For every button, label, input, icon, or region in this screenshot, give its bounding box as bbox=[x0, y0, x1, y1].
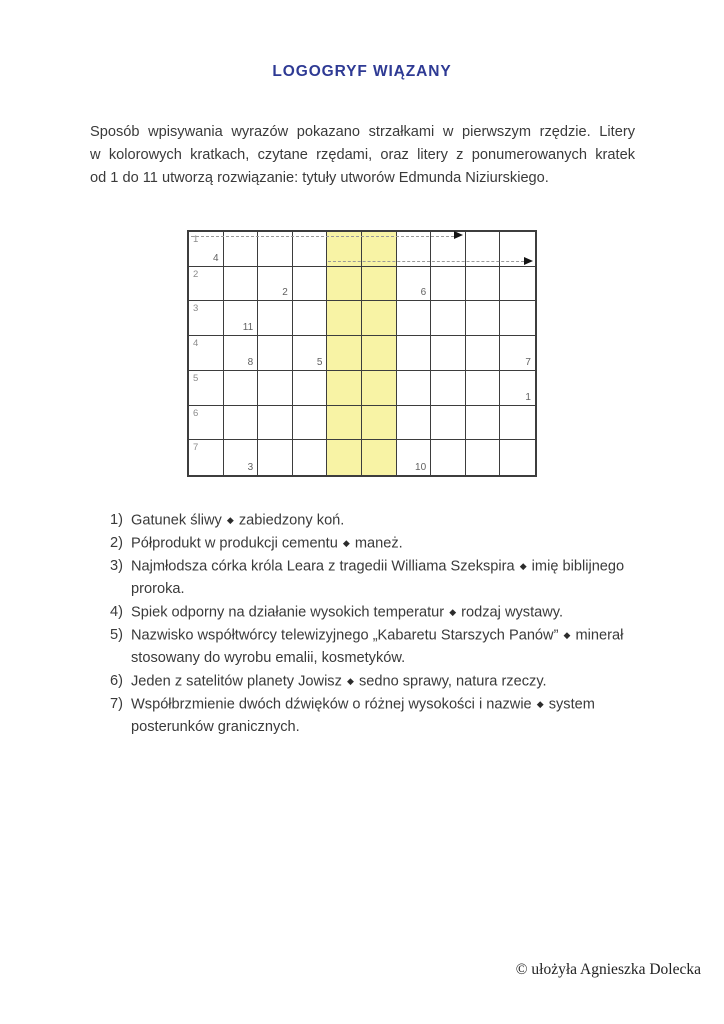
clue-text: Jeden z satelitów planety Jowisz ◆ sedno sprawy, natura rzeczy. bbox=[131, 673, 547, 690]
grid-cell bbox=[466, 406, 501, 441]
clue-item bbox=[110, 555, 655, 601]
grid-cell-number: 4 bbox=[213, 252, 219, 264]
grid-cell bbox=[500, 336, 535, 371]
grid-cell-number: 2 bbox=[282, 287, 288, 299]
clue-text: Współbrzmienie dwóch dźwięków o różnej wysokości i nazwie ◆ system posterunków granicznych. bbox=[131, 696, 595, 735]
grid-cell bbox=[258, 371, 293, 406]
entry-direction-arrow-icon bbox=[191, 236, 454, 237]
grid-cell-number: 8 bbox=[247, 356, 254, 368]
grid-cell bbox=[362, 440, 397, 475]
grid-cell bbox=[431, 267, 466, 302]
grid-cell bbox=[224, 440, 259, 475]
grid-cell bbox=[189, 232, 224, 267]
grid-cell bbox=[362, 301, 397, 336]
grid-cell bbox=[362, 371, 397, 406]
page-title: LOGOGRYF WIĄZANY bbox=[272, 63, 452, 80]
grid-cell bbox=[362, 406, 397, 441]
grid-cell bbox=[327, 406, 362, 441]
grid-cell bbox=[431, 371, 466, 406]
grid-cell bbox=[397, 406, 432, 441]
grid-cell bbox=[293, 301, 328, 336]
diamond-separator-icon: ◆ bbox=[346, 675, 354, 686]
grid-cell bbox=[258, 406, 293, 441]
clue-item bbox=[110, 693, 655, 739]
grid-cell bbox=[293, 267, 328, 302]
grid-cell bbox=[466, 371, 501, 406]
intro-line: od 1 do 11 utworzą rozwiązanie: tytuły utworów Edmunda Niziurskiego. bbox=[90, 170, 549, 186]
grid-cell bbox=[466, 301, 501, 336]
grid-row-label: 5 bbox=[193, 372, 199, 384]
grid-cell bbox=[362, 336, 397, 371]
puzzle-grid-wrapper bbox=[187, 230, 537, 477]
grid-cell bbox=[397, 336, 432, 371]
grid-cell bbox=[189, 406, 224, 441]
grid-row-label: 7 bbox=[193, 442, 199, 454]
grid-cell bbox=[224, 406, 259, 441]
clue-text: Spiek odporny na działanie wysokich temperatur ◆ rodzaj wystawy. bbox=[131, 604, 564, 621]
diamond-separator-icon: ◆ bbox=[226, 515, 234, 525]
clue-item bbox=[110, 532, 655, 555]
grid-cell bbox=[224, 336, 259, 371]
grid-cell bbox=[397, 371, 432, 406]
clue-item bbox=[110, 624, 655, 670]
grid-cell-number: 1 bbox=[525, 391, 531, 403]
grid-cell bbox=[397, 267, 432, 302]
grid-cell bbox=[224, 232, 259, 267]
grid-cell bbox=[431, 336, 466, 371]
grid-cell bbox=[189, 336, 224, 371]
grid-cell bbox=[500, 371, 535, 406]
grid-cell bbox=[258, 301, 293, 336]
grid-cell bbox=[431, 406, 466, 441]
grid-cell bbox=[327, 440, 362, 475]
grid-cell bbox=[327, 371, 362, 406]
grid-cell-number: 3 bbox=[247, 461, 254, 473]
grid-cell bbox=[397, 440, 432, 475]
grid-cell bbox=[293, 440, 328, 475]
grid-cell bbox=[466, 440, 501, 475]
clue-text: Nazwisko współtwórcy telewizyjnego „Kabaretu Starszych Panów” ◆ minerał stosowany do wyrobu emalii, kosmetyków. bbox=[131, 627, 624, 667]
grid-cell bbox=[258, 336, 293, 371]
grid-cell bbox=[500, 301, 535, 336]
grid-cell bbox=[466, 336, 501, 371]
clue-number: 4) bbox=[110, 603, 123, 620]
grid-row-label: 2 bbox=[193, 268, 199, 280]
clue-item bbox=[110, 670, 655, 693]
diamond-separator-icon: ◆ bbox=[536, 698, 544, 709]
grid-cell bbox=[397, 301, 432, 336]
footer-credit: © ułożyła Agnieszka Dolecka bbox=[515, 961, 701, 978]
grid-cell bbox=[327, 301, 362, 336]
diamond-separator-icon: ◆ bbox=[519, 561, 527, 572]
grid-cell-number: 10 bbox=[415, 461, 427, 473]
grid-cell bbox=[431, 301, 466, 336]
clue-number: 7) bbox=[110, 695, 123, 712]
clue-number: 1) bbox=[110, 512, 123, 528]
grid-cell bbox=[327, 267, 362, 302]
grid-cell bbox=[362, 267, 397, 302]
grid-cell-number: 5 bbox=[316, 356, 323, 368]
grid-cell bbox=[258, 232, 293, 267]
grid-cell bbox=[431, 440, 466, 475]
grid-cell bbox=[224, 371, 259, 406]
grid-row-label: 1 bbox=[193, 234, 199, 245]
grid-cell bbox=[258, 440, 293, 475]
grid-cell bbox=[500, 440, 535, 475]
grid-cell bbox=[189, 301, 224, 336]
grid-cell-number: 6 bbox=[420, 287, 427, 299]
grid-cell bbox=[258, 267, 293, 302]
grid-row-label: 4 bbox=[193, 338, 199, 350]
grid-cell bbox=[500, 267, 535, 302]
grid-cell bbox=[224, 267, 259, 302]
diamond-separator-icon: ◆ bbox=[563, 629, 571, 640]
arrowhead-icon bbox=[454, 231, 463, 239]
grid-row-label: 6 bbox=[193, 407, 199, 419]
clue-text: Półprodukt w produkcji cementu ◆ maneż. bbox=[131, 535, 403, 552]
grid-cell bbox=[293, 232, 328, 267]
entry-direction-arrow-icon bbox=[328, 261, 524, 262]
intro-line: w kolorowych kratkach, czytane rzędami, oraz litery z ponumerowanych kratek bbox=[90, 147, 635, 163]
grid-cell bbox=[189, 267, 224, 302]
intro-line: Sposób wpisywania wyrazów pokazano strzałkami w pierwszym rzędzie. Litery bbox=[90, 124, 635, 140]
intro-paragraph bbox=[90, 121, 635, 190]
diamond-separator-icon: ◆ bbox=[342, 538, 350, 549]
clue-item bbox=[110, 601, 655, 624]
grid-cell bbox=[189, 440, 224, 475]
grid-cell bbox=[500, 406, 535, 441]
grid-cell-number: 7 bbox=[525, 356, 531, 368]
clue-number: 5) bbox=[110, 626, 123, 643]
clue-text: Gatunek śliwy ◆ zabiedzony koń. bbox=[131, 512, 345, 529]
clue-text: Najmłodsza córka króla Leara z tragedii Williama Szekspira ◆ imię biblijnego proroka. bbox=[131, 558, 625, 598]
grid-cell bbox=[293, 406, 328, 441]
clue-list bbox=[110, 509, 655, 738]
grid-cell-number: 11 bbox=[242, 322, 254, 334]
arrowhead-icon bbox=[524, 257, 533, 265]
clue-number: 6) bbox=[110, 672, 123, 689]
grid-row-label: 3 bbox=[193, 303, 199, 315]
grid-cell bbox=[293, 336, 328, 371]
grid-cell bbox=[466, 267, 501, 302]
puzzle-grid bbox=[187, 230, 537, 477]
clue-number: 3) bbox=[110, 558, 123, 575]
diamond-separator-icon: ◆ bbox=[449, 606, 457, 617]
grid-cell bbox=[327, 336, 362, 371]
clue-number: 2) bbox=[110, 535, 123, 552]
grid-cell bbox=[293, 371, 328, 406]
clue-item bbox=[110, 509, 655, 532]
grid-cell bbox=[224, 301, 259, 336]
grid-cell bbox=[189, 371, 224, 406]
